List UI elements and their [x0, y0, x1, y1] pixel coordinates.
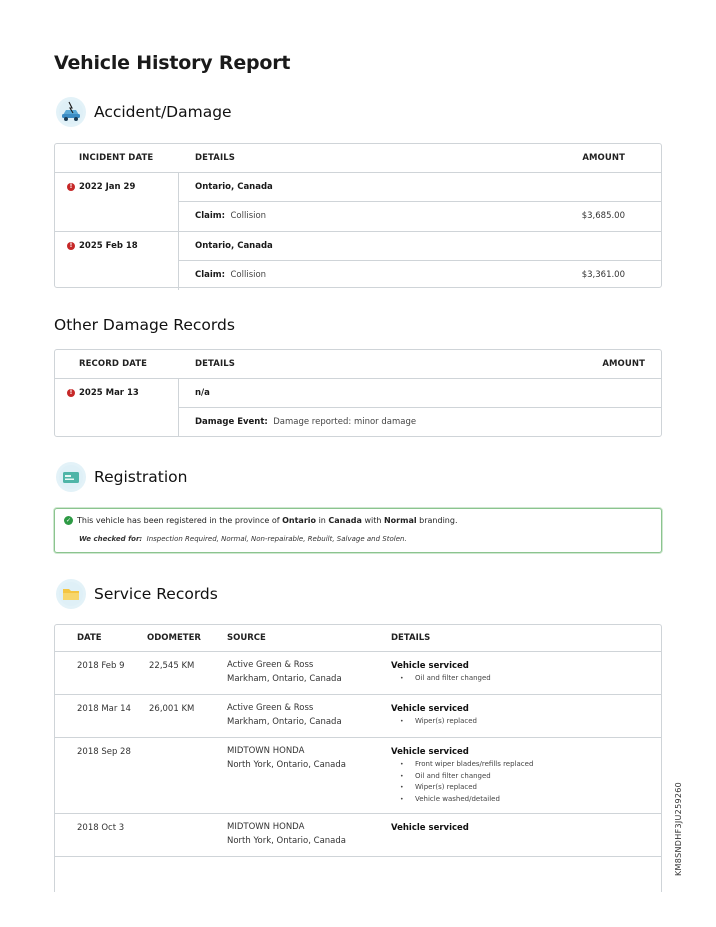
header-record-date: RECORD DATE: [79, 359, 148, 369]
header-amount: AMOUNT: [602, 359, 645, 369]
accident-location: Ontario, Canada: [195, 182, 273, 192]
accident-group: [55, 232, 661, 290]
damage-event-text: Damage Event: Damage reported: minor damage: [195, 417, 417, 427]
service-date: 2018 Feb 9: [77, 661, 125, 671]
service-row: [55, 652, 661, 695]
damage-event-row: [179, 408, 661, 437]
service-row: [55, 695, 661, 738]
service-details: Vehicle serviced • Wiper(s) replaced: [391, 704, 477, 728]
header-details: DETAILS: [195, 359, 235, 369]
check-icon: ✓: [65, 517, 72, 524]
service-odometer: 26,001 KM: [149, 704, 195, 714]
service-item: • Front wiper blades/refills replaced: [391, 759, 533, 771]
registration-section-header: [56, 462, 187, 492]
accident-table: [54, 143, 662, 288]
claim-text: Claim: Collision: [195, 270, 267, 280]
registration-section-title: Registration: [94, 468, 188, 486]
accident-claim-row: [179, 202, 661, 231]
service-details: Vehicle serviced • Front wiper blades/refills replaced • Oil and filter changed • Wiper(s) replaced • Vehicle washed/detailed: [391, 747, 533, 805]
claim-text: Claim: Collision: [195, 211, 267, 221]
accident-location: Ontario, Canada: [195, 241, 273, 251]
header-details: DETAILS: [195, 153, 235, 163]
service-details: Vehicle serviced: [391, 823, 469, 833]
service-item: • Wiper(s) replaced: [391, 716, 477, 728]
service-section-header: [56, 579, 218, 609]
claim-amount: $3,361.00: [581, 270, 625, 280]
header-incident-date: INCIDENT DATE: [79, 153, 154, 163]
alert-icon: !: [67, 183, 75, 191]
service-section-title: Service Records: [94, 585, 218, 603]
service-date: 2018 Oct 3: [77, 823, 125, 833]
service-details: Vehicle serviced • Oil and filter changed: [391, 661, 491, 685]
record-date: ! 2025 Mar 13: [55, 379, 179, 437]
accident-location-row: [179, 173, 661, 202]
alert-icon: !: [67, 242, 75, 250]
car-damage-icon: [56, 97, 86, 127]
claim-amount: $3,685.00: [581, 211, 625, 221]
accident-section-title: Accident/Damage: [94, 103, 232, 121]
incident-date: ! 2025 Feb 18: [55, 232, 179, 290]
other-damage-group: [55, 379, 661, 437]
service-source: Active Green & Ross Markham, Ontario, Canada: [227, 703, 342, 727]
service-source: MIDTOWN HONDA North York, Ontario, Canada: [227, 822, 346, 846]
header-odometer: ODOMETER: [147, 633, 201, 643]
service-item: • Wiper(s) replaced: [391, 782, 533, 794]
accident-location-row: [179, 232, 661, 261]
service-source: Active Green & Ross Markham, Ontario, Canada: [227, 660, 342, 684]
service-odometer: 22,545 KM: [149, 661, 195, 671]
service-date: 2018 Mar 14: [77, 704, 131, 714]
service-item: • Vehicle washed/detailed: [391, 794, 533, 806]
vin-number: KM8SNDHF3JU259260: [674, 781, 683, 876]
header-amount: AMOUNT: [582, 153, 625, 163]
registration-statement: ✓ This vehicle has been registered in the province of Ontario in Canada with Normal branding.: [65, 516, 458, 525]
accident-table-header: [55, 144, 661, 173]
other-damage-title: Other Damage Records: [54, 316, 235, 334]
other-damage-location: n/a: [195, 388, 210, 398]
alert-icon: !: [67, 389, 75, 397]
service-table: [54, 624, 662, 892]
service-row: [55, 738, 661, 814]
other-damage-table-header: [55, 350, 661, 379]
folder-icon: [56, 579, 86, 609]
service-date: 2018 Sep 28: [77, 747, 131, 757]
registration-box: [54, 508, 662, 553]
header-details: DETAILS: [391, 633, 431, 643]
accident-group: [55, 173, 661, 232]
checked-for-list: We checked for: Inspection Required, Normal, Non-repairable, Rebuilt, Salvage and Stolen.: [79, 535, 407, 543]
header-source: SOURCE: [227, 633, 266, 643]
header-date: DATE: [77, 633, 102, 643]
accident-section-header: [56, 97, 232, 127]
incident-date: ! 2022 Jan 29: [55, 173, 179, 231]
accident-claim-row: [179, 261, 661, 290]
service-source: MIDTOWN HONDA North York, Ontario, Canada: [227, 746, 346, 770]
other-damage-table: [54, 349, 662, 437]
service-item: • Oil and filter changed: [391, 673, 491, 685]
service-table-header: [55, 625, 661, 652]
registration-card-icon: [56, 462, 86, 492]
service-item: • Oil and filter changed: [391, 771, 533, 783]
other-damage-location-row: [179, 379, 661, 408]
page-title: Vehicle History Report: [54, 52, 291, 74]
service-row: [55, 814, 661, 857]
